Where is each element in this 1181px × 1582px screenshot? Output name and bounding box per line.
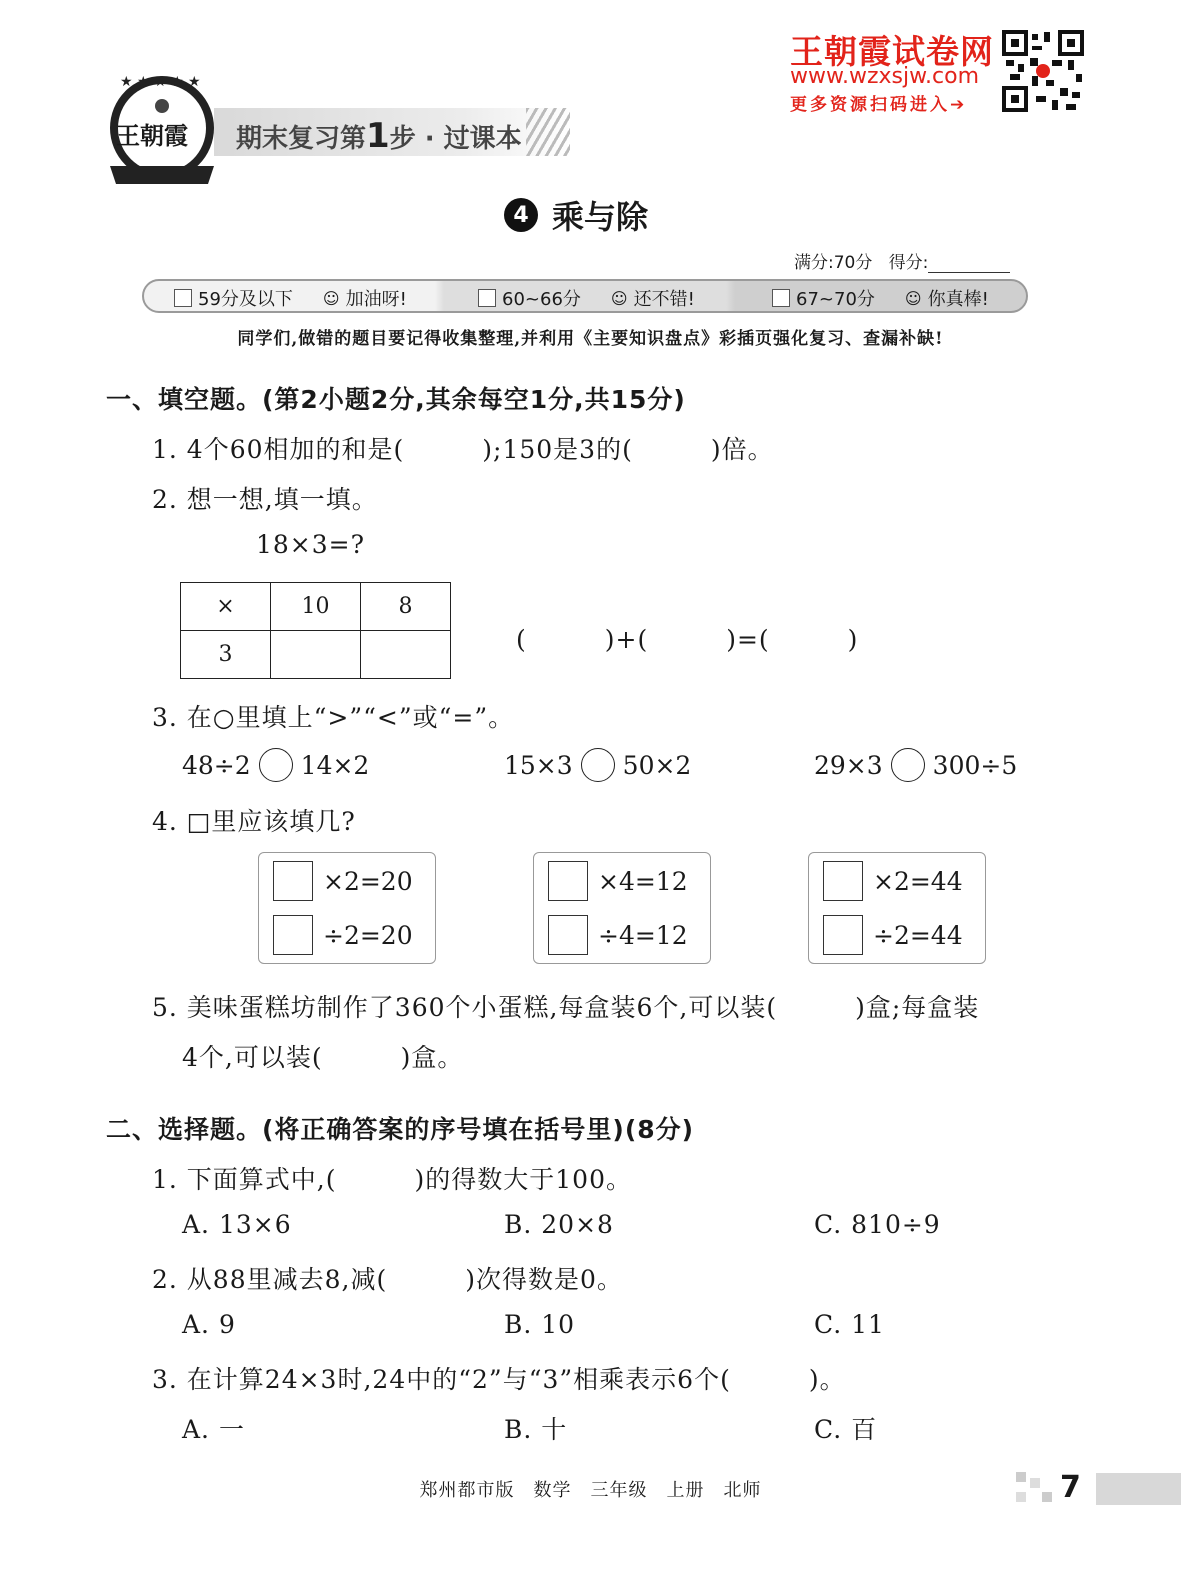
option-c[interactable]: C. 11 [814, 1310, 885, 1339]
page-band [1096, 1473, 1181, 1505]
question-1-5: 5. 美味蛋糕坊制作了360个小蛋糕,每盒装6个,可以装( )盒;每盒装 [152, 993, 980, 1022]
title-text: 乘与除 [552, 198, 649, 236]
answer-square[interactable] [273, 861, 313, 901]
grade-checkbox[interactable] [174, 289, 192, 307]
grade-item-3: 67~70分 ☺ 你真棒! [772, 285, 989, 311]
smile-icon: ☺ [904, 288, 922, 308]
option-a[interactable]: A. 一 [182, 1415, 245, 1444]
grade-checkbox[interactable] [478, 289, 496, 307]
score-line: 满分:70分 得分: [794, 248, 1010, 273]
answer-square[interactable] [548, 915, 588, 955]
compare-item: 48÷2 14×2 [182, 748, 369, 782]
question-2-2: 2. 从88里减去8,减( )次得数是0。 [152, 1265, 623, 1294]
option-a[interactable]: A. 9 [182, 1310, 236, 1339]
pixel-decoration [1016, 1472, 1056, 1506]
svg-text:★ ★ ★ ★ ★: ★ ★ ★ ★ ★ [120, 74, 201, 90]
compare-circle[interactable] [259, 748, 293, 782]
tip-text: 同学们,做错的题目要记得收集整理,并利用《主要知识盘点》彩插页强化复习、查漏补缺! [237, 329, 944, 349]
question-2-3: 3. 在计算24×3时,24中的“2”与“3”相乘表示6个( )。 [152, 1365, 846, 1394]
table-header-8: 8 [361, 583, 451, 631]
question-1-2: 2. 想一想,填一填。 [152, 485, 378, 514]
brand-more: 更多资源扫码进入➔ [790, 95, 968, 115]
answer-square[interactable] [548, 861, 588, 901]
question-1-3: 3. 在○里填上“>”“<”或“=”。 [152, 703, 515, 732]
section1-heading: 一、填空题。(第2小题2分,其余每空1分,共15分) [106, 385, 686, 414]
logo-badge [108, 70, 216, 190]
answer-square[interactable] [823, 861, 863, 901]
brand-url[interactable]: www.wzxsjw.com [790, 64, 980, 89]
logo-text: 王朝霞 [116, 122, 188, 150]
q2-fill-equation: ( )+( )=( ) [516, 625, 859, 654]
section2-heading: 二、选择题。(将正确答案的序号填在括号里)(8分) [106, 1115, 695, 1144]
compare-item: 29×3 300÷5 [814, 748, 1017, 782]
page-number: 7 [1060, 1470, 1081, 1505]
answer-square[interactable] [823, 915, 863, 955]
brand-name: 王朝霞试卷网 [790, 32, 994, 71]
table-answer-cell[interactable] [361, 631, 451, 679]
option-b[interactable]: B. 10 [504, 1310, 576, 1339]
title-number: 4 [504, 198, 538, 232]
answer-square[interactable] [273, 915, 313, 955]
compare-item: 15×3 50×2 [504, 748, 691, 782]
series-title: 期末复习第1步 · 过课本 [236, 116, 522, 156]
score-blank[interactable] [928, 254, 1010, 273]
table-header-10: 10 [271, 583, 361, 631]
box-equation-group: ×2=44 ÷2=44 [808, 852, 986, 964]
option-b[interactable]: B. 20×8 [504, 1210, 614, 1239]
qr-code-icon[interactable] [1002, 30, 1084, 112]
option-c[interactable]: C. 百 [814, 1415, 878, 1444]
smile-icon: ☺ [610, 288, 628, 308]
table-row-3: 3 [181, 631, 271, 679]
box-equation-group: ×2=20 ÷2=20 [258, 852, 436, 964]
compare-circle[interactable] [581, 748, 615, 782]
question-1-4: 4. □里应该填几? [152, 807, 356, 836]
question-1-1: 1. 4个60相加的和是( );150是3的( )倍。 [152, 435, 774, 464]
smile-icon: ☺ [322, 288, 340, 308]
question-1-5-cont: 4个,可以装( )盒。 [182, 1043, 464, 1072]
multiplication-table [180, 582, 451, 679]
q2-expression: 18×3=? [256, 530, 366, 559]
page-title [504, 192, 648, 238]
footer-edition: 郑州都市版 数学 三年级 上册 北师 [419, 1480, 762, 1501]
box-equation-group: ×4=12 ÷4=12 [533, 852, 711, 964]
option-c[interactable]: C. 810÷9 [814, 1210, 941, 1239]
question-2-1: 1. 下面算式中,( )的得数大于100。 [152, 1165, 632, 1194]
table-answer-cell[interactable] [271, 631, 361, 679]
grade-item-1: 59分及以下 ☺ 加油呀! [174, 285, 407, 311]
option-b[interactable]: B. 十 [504, 1415, 568, 1444]
grade-checkbox[interactable] [772, 289, 790, 307]
grade-item-2: 60~66分 ☺ 还不错! [478, 285, 695, 311]
option-a[interactable]: A. 13×6 [182, 1210, 292, 1239]
compare-circle[interactable] [891, 748, 925, 782]
table-header-op: × [181, 583, 271, 631]
